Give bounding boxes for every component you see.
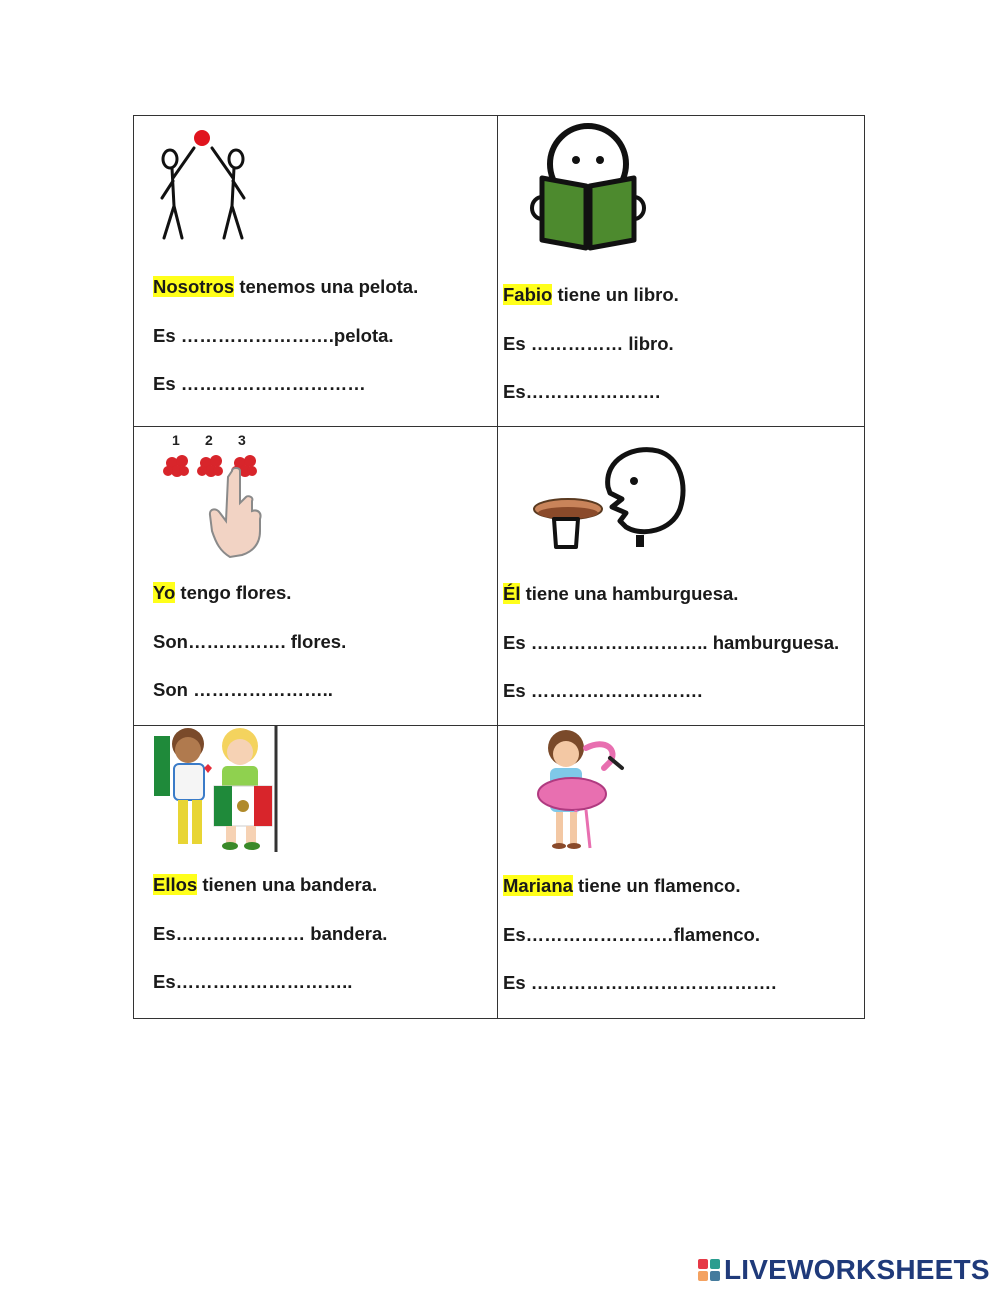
brand-text: LIVEWORKSHEETS xyxy=(724,1254,990,1285)
blank-line: Es …………………………………. xyxy=(503,972,777,993)
subject-highlight: Mariana xyxy=(503,875,573,896)
person-reading-book-icon xyxy=(528,122,648,252)
subject-highlight: Fabio xyxy=(503,284,553,305)
blank-line: Es …………… libro. xyxy=(503,333,674,354)
subject-highlight: Él xyxy=(503,583,521,604)
blank-line: Son……………. flores. xyxy=(153,631,347,652)
count-number: 2 xyxy=(205,432,213,448)
card-yo xyxy=(134,427,497,725)
subject-highlight: Nosotros xyxy=(153,276,235,297)
hand-counting-flowers-icon xyxy=(162,431,282,561)
blank-line: Es ………………………. xyxy=(503,680,703,701)
blank-line: Es…………………. xyxy=(503,381,661,402)
logo-icon xyxy=(698,1259,720,1281)
count-number: 3 xyxy=(238,432,246,448)
sentence-line: Fabio tiene un libro. xyxy=(503,284,679,305)
card-mariana xyxy=(498,726,864,1018)
blank-line: Es ……………………….. hamburguesa. xyxy=(503,632,840,653)
subject-highlight: Ellos xyxy=(153,874,198,895)
kids-with-flag-icon xyxy=(152,726,280,852)
person-eating-hamburger-icon xyxy=(530,443,690,553)
blank-line: Es……………………flamenco. xyxy=(503,924,760,945)
sentence-line: Ellos tienen una bandera. xyxy=(153,874,378,895)
blank-line: Es……………………….. xyxy=(153,971,353,992)
worksheet-table xyxy=(133,115,865,1019)
count-number: 1 xyxy=(172,432,180,448)
card-nosotros xyxy=(134,116,497,426)
blank-line: Es ………………………… xyxy=(153,373,366,394)
subject-highlight: Yo xyxy=(153,582,176,603)
girl-with-flamingo-icon xyxy=(526,728,626,854)
card-ellos xyxy=(134,726,497,1018)
two-people-playing-ball-icon xyxy=(152,126,252,246)
card-fabio xyxy=(498,116,864,426)
sentence-line: Yo tengo flores. xyxy=(153,582,292,603)
blank-line: Es …………………….pelota. xyxy=(153,325,394,346)
blank-line: Es………………… bandera. xyxy=(153,923,388,944)
liveworksheets-logo xyxy=(698,1255,990,1285)
sentence-line: Mariana tiene un flamenco. xyxy=(503,875,741,896)
card-el xyxy=(498,427,864,725)
sentence-line: Nosotros tenemos una pelota. xyxy=(153,276,419,297)
blank-line: Son ………………….. xyxy=(153,679,333,700)
sentence-line: Él tiene una hamburguesa. xyxy=(503,583,739,604)
